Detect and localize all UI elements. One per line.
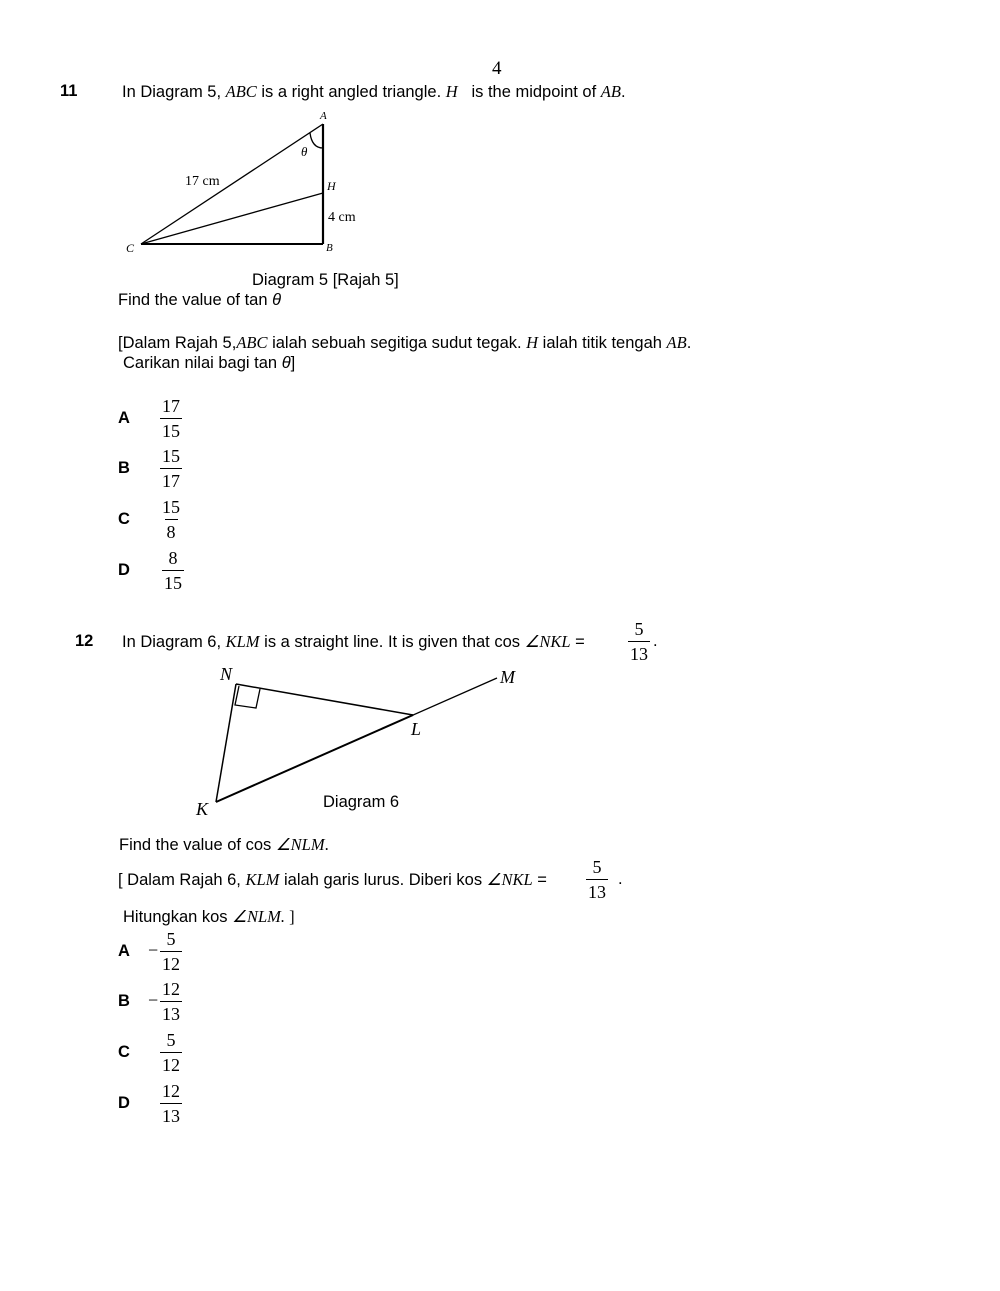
find-text: Find the value of cos: [119, 836, 276, 854]
question-11-number: 11: [60, 82, 78, 100]
malay-var-klm: KLM: [245, 870, 280, 889]
q12-option-b-letter[interactable]: B: [118, 992, 130, 1010]
stem-text: In Diagram 6,: [122, 633, 226, 651]
stem-angle-nkl: ∠NKL: [524, 632, 571, 651]
q12-option-a-letter[interactable]: A: [118, 942, 130, 960]
numerator: 5: [166, 1030, 176, 1050]
numerator: 12: [162, 979, 180, 999]
denominator: 13: [160, 1103, 182, 1128]
diagram-5: [0, 0, 1000, 270]
malay-text: =: [532, 871, 547, 889]
stem-var-abc: ABC: [225, 82, 257, 101]
malay-var-abc: ABC: [236, 333, 268, 352]
label-n: N: [220, 664, 233, 684]
side-ca: [141, 124, 323, 244]
stem-var-klm: KLM: [225, 632, 260, 651]
stem-text: is a straight line. It is given that cos: [259, 633, 525, 651]
q12-option-b-fraction[interactable]: [160, 977, 182, 1026]
malay-theta: θ: [281, 354, 291, 372]
malay-text: ialah titik tengah: [538, 334, 667, 352]
q12-stem-period: .: [653, 632, 658, 650]
numerator: 15: [162, 497, 180, 517]
malay-angle-nlm: ∠NLM.: [232, 907, 285, 926]
right-angle-mark: [235, 686, 260, 708]
side-nl: [236, 684, 413, 715]
stem-text: is the midpoint of: [471, 83, 601, 101]
q12-malay-fraction: [586, 855, 608, 904]
diagram-6: [0, 600, 1000, 830]
question-12-malay-line-2: [123, 907, 295, 927]
malay-text: .: [686, 334, 692, 352]
question-12-find: [119, 835, 329, 855]
numerator: 8: [168, 548, 178, 568]
label-h: H: [327, 179, 336, 193]
q12-option-a-fraction[interactable]: [160, 927, 182, 976]
stem-text: =: [570, 633, 585, 651]
denominator: 13: [628, 641, 650, 666]
denominator: 15: [162, 570, 184, 595]
stem-text: In Diagram 5,: [122, 83, 226, 101]
label-theta: θ: [301, 144, 308, 159]
q11-option-a-fraction[interactable]: [160, 394, 182, 443]
malay-angle-nkl: ∠NKL: [486, 870, 533, 889]
side-nk: [216, 684, 236, 802]
malay-var-ab: AB: [666, 333, 687, 352]
theta-arc: [310, 133, 323, 148]
stem-text: .: [620, 83, 626, 101]
numerator: 17: [162, 396, 180, 416]
numerator: 5: [592, 857, 602, 877]
q11-option-d-letter[interactable]: D: [118, 561, 130, 579]
diagram-6-caption: Diagram 6: [323, 793, 400, 811]
malay-text: ialah garis lurus. Diberi kos: [279, 871, 487, 889]
label-17-cm: 17 cm: [185, 174, 220, 189]
malay-text: ]: [285, 907, 295, 926]
numerator: 12: [162, 1081, 180, 1101]
denominator: 13: [160, 1001, 182, 1026]
label-m: M: [500, 667, 515, 687]
label-c: C: [126, 241, 135, 255]
stem-var-h: H: [445, 82, 458, 101]
q12-option-d-letter[interactable]: D: [118, 1094, 130, 1112]
question-12-malay-line-1: [118, 870, 547, 890]
segment-kl: [216, 715, 413, 802]
label-4-cm: 4 cm: [328, 210, 356, 225]
q12-option-c-letter[interactable]: C: [118, 1043, 130, 1061]
numerator: 5: [634, 619, 644, 639]
q11-option-c-fraction[interactable]: [160, 495, 182, 544]
q11-option-d-fraction[interactable]: [162, 546, 184, 595]
diagram-5-caption: Diagram 5 [Rajah 5]: [252, 271, 399, 289]
find-angle-nlm: ∠NLM: [275, 835, 325, 854]
denominator: 15: [160, 418, 182, 443]
q12-malay-period: .: [618, 870, 623, 888]
q12-option-a-sign: −: [148, 940, 159, 960]
question-12-number: 12: [75, 632, 94, 650]
malay-text: Hitungkan kos: [123, 908, 233, 926]
q11-option-a-letter[interactable]: A: [118, 409, 130, 427]
denominator: 12: [160, 951, 182, 976]
malay-text: ialah sebuah segitiga sudut tegak.: [267, 334, 527, 352]
find-text: .: [324, 835, 329, 854]
q11-option-b-letter[interactable]: B: [118, 459, 130, 477]
question-11-find: [118, 291, 281, 310]
stem-text: is a right angled triangle.: [256, 83, 446, 101]
denominator: 8: [165, 519, 178, 544]
malay-text: ]: [290, 354, 296, 372]
q11-option-c-letter[interactable]: C: [118, 510, 130, 528]
q11-option-b-fraction[interactable]: [160, 444, 182, 493]
q12-option-b-sign: −: [148, 990, 159, 1010]
label-a: A: [320, 110, 327, 122]
q12-option-d-fraction[interactable]: [160, 1079, 182, 1128]
question-11-malay-line-1: [118, 333, 691, 353]
question-11-malay-line-2: [123, 354, 295, 373]
label-k: K: [196, 799, 209, 819]
denominator: 17: [160, 468, 182, 493]
malay-text: [Dalam Rajah 5,: [118, 334, 237, 352]
numerator: 15: [162, 446, 180, 466]
denominator: 13: [586, 879, 608, 904]
find-text: Find the value of tan: [118, 291, 273, 309]
segment-ch: [141, 193, 323, 244]
malay-text: Carikan nilai bagi tan: [123, 354, 282, 372]
denominator: 12: [160, 1052, 182, 1077]
page-number: 4: [492, 58, 502, 79]
numerator: 5: [166, 929, 176, 949]
q12-option-c-fraction[interactable]: [160, 1028, 182, 1077]
stem-var-ab: AB: [600, 82, 621, 101]
malay-text: [ Dalam Rajah 6,: [118, 871, 246, 889]
label-l: L: [411, 719, 422, 739]
label-b: B: [326, 242, 333, 254]
malay-var-h: H: [526, 333, 539, 352]
find-theta: θ: [272, 291, 282, 309]
